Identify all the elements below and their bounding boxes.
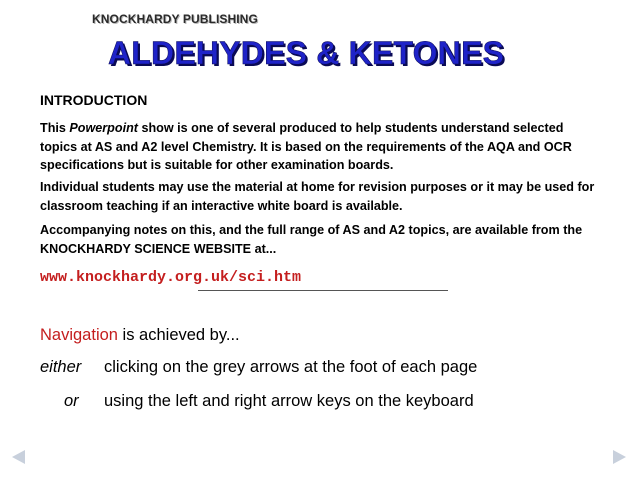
next-arrow-icon[interactable]	[613, 450, 626, 464]
publisher-label: KNOCKHARDY PUBLISHING	[92, 12, 258, 26]
either-text: clicking on the grey arrows at the foot of each page	[104, 358, 478, 376]
link-underline	[198, 290, 448, 291]
navigation-keyword: Navigation	[40, 326, 118, 344]
or-text: using the left and right arrow keys on the keyboard	[104, 392, 474, 410]
intro-p1-before: This	[40, 121, 70, 135]
previous-arrow-icon[interactable]	[12, 450, 25, 464]
intro-paragraph-1	[40, 119, 600, 175]
intro-p1-italic: Powerpoint	[69, 121, 138, 135]
navigation-rest: is achieved by...	[117, 326, 240, 344]
intro-paragraph-2: Individual students may use the material at home for revision purposes or it may be used for classroom teaching if an interactive white board is available.	[40, 180, 595, 213]
section-heading: INTRODUCTION	[40, 92, 148, 108]
page-title: ALDEHYDES & KETONES	[108, 35, 505, 71]
website-link[interactable]: www.knockhardy.org.uk/sci.htm	[40, 269, 302, 286]
navigation-intro	[40, 326, 240, 345]
or-label: or	[64, 392, 79, 410]
either-label: either	[40, 358, 82, 376]
intro-p1-after: show is one of several produced to help students understand selected topics at AS and A2 level Chemistry. It is based on the requirements of the AQA and OCR specifications but is suitable for other examination boards.	[40, 121, 572, 172]
intro-paragraph-3: Accompanying notes on this, and the full range of AS and A2 topics, are available from the KNOCKHARDY SCIENCE WEBSITE at...	[40, 223, 583, 256]
